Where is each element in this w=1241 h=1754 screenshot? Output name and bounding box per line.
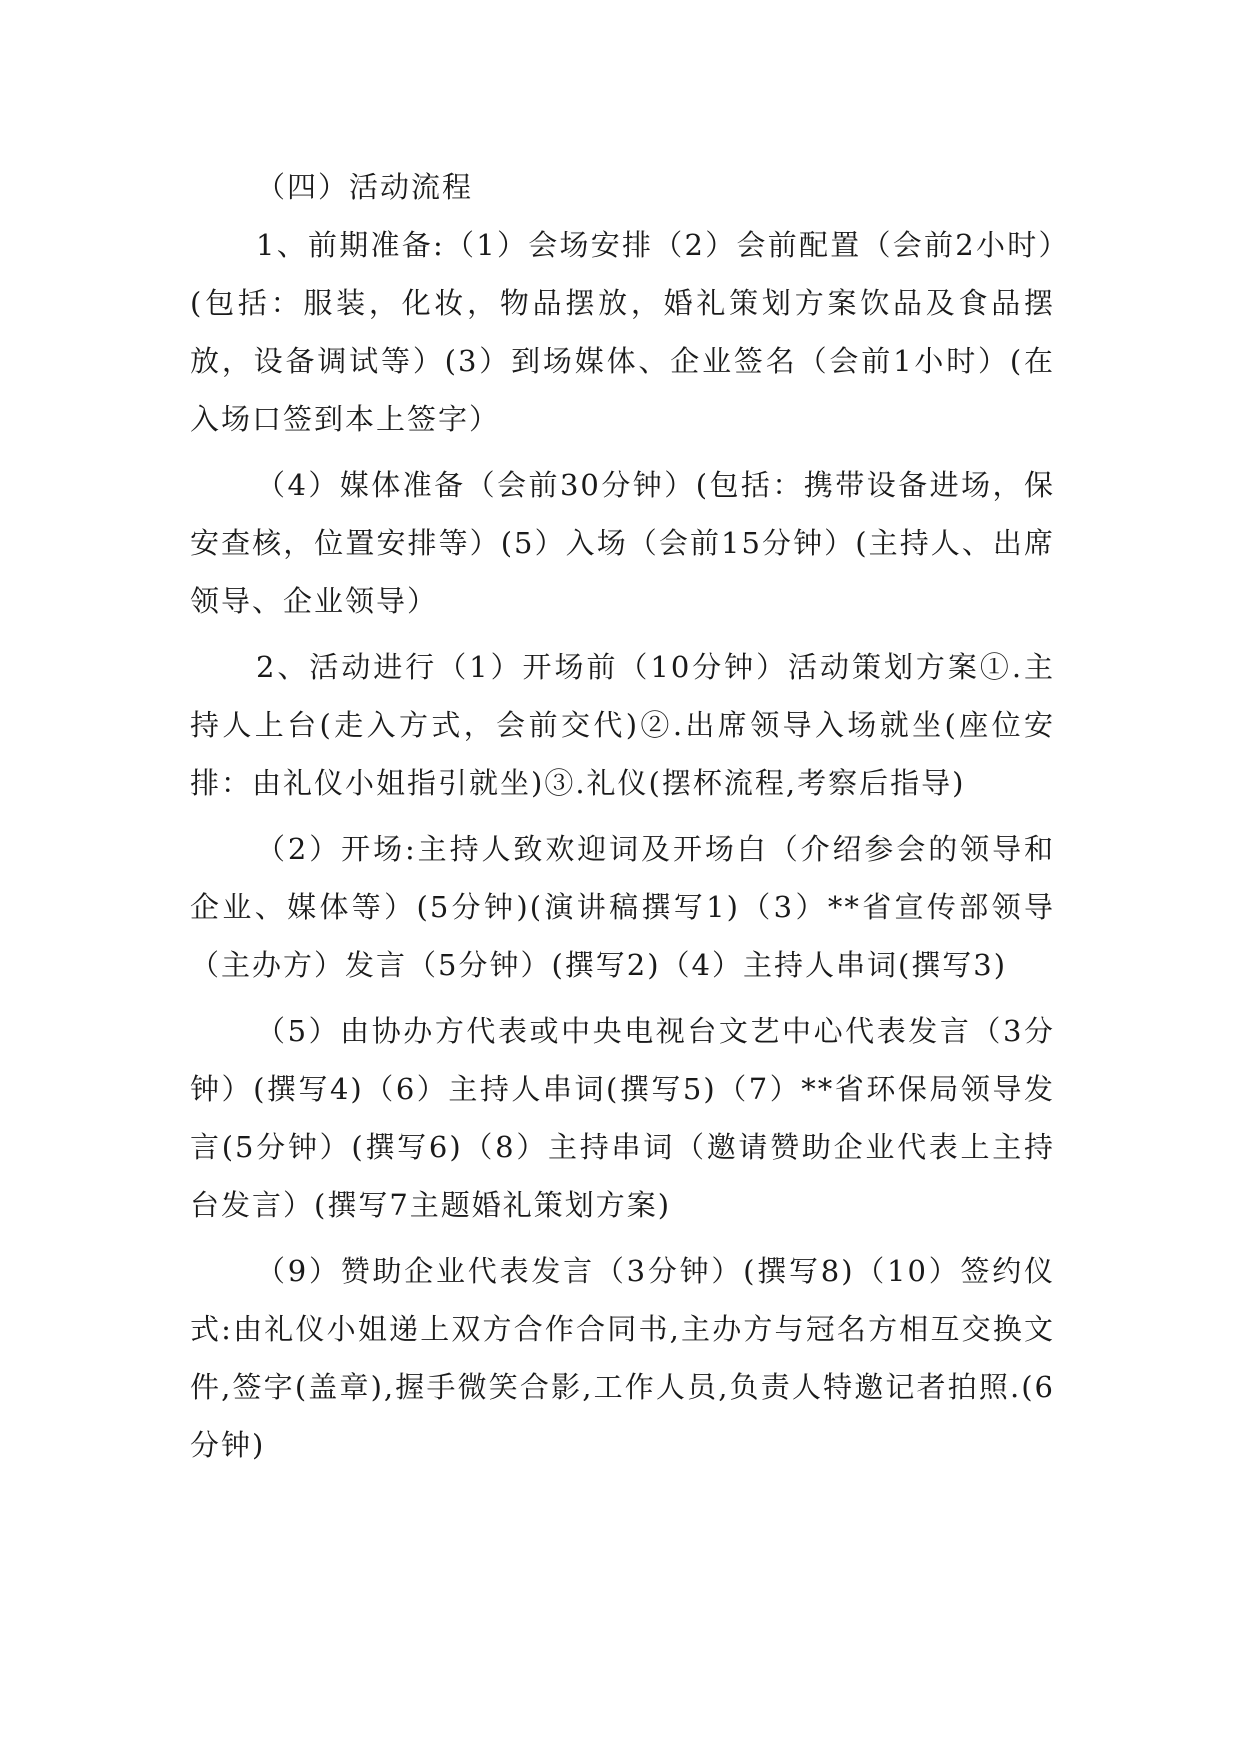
paragraph-media-entry: （4）媒体准备（会前30分钟）(包括：携带设备进场，保安查核，位置安排等）(5）入场（会前15分钟）(主持人、出席领导、企业领导）: [190, 468, 1055, 618]
paragraph-activity-opening: 2、活动进行（1）开场前（10分钟）活动策划方案①.主持人上台(走入方式，会前交代)②.出席领导入场就坐(座位安排：由礼仪小姐指引就坐)③.礼仪(摆杯流程,考察后指导): [190, 650, 1055, 800]
section-heading: （四）活动流程: [256, 170, 474, 204]
document-body: [190, 158, 1055, 1482]
paragraph-preparation: 1、前期准备:（1）会场安排（2）会前配置（会前2小时）(包括：服装，化妆，物品摆放，婚礼策划方案饮品及食品摆放，设备调试等）(3）到场媒体、企业签名（会前1小时）(在入场口签到本上签字）: [190, 228, 1055, 436]
paragraph-cooperating-speeches: （5）由协办方代表或中央电视台文艺中心代表发言（3分钟）(撰写4)（6）主持人串词(撰写5)（7）**省环保局领导发言(5分钟）(撰写6)（8）主持串词（邀请赞助企业代表上主持台发言）(撰写7主题婚礼策划方案): [190, 1014, 1055, 1222]
paragraph-welcome-speeches: （2）开场:主持人致欢迎词及开场白（介绍参会的领导和企业、媒体等）(5分钟)(演讲稿撰写1)（3）**省宣传部领导（主办方）发言（5分钟）(撰写2)（4）主持人串词(撰写3): [190, 832, 1055, 982]
paragraph-signing-ceremony: （9）赞助企业代表发言（3分钟）(撰写8)（10）签约仪式:由礼仪小姐递上双方合作合同书,主办方与冠名方相互交换文件,签字(盖章),握手微笑合影,工作人员,负责人特邀记者拍照.(6分钟): [190, 1254, 1055, 1462]
